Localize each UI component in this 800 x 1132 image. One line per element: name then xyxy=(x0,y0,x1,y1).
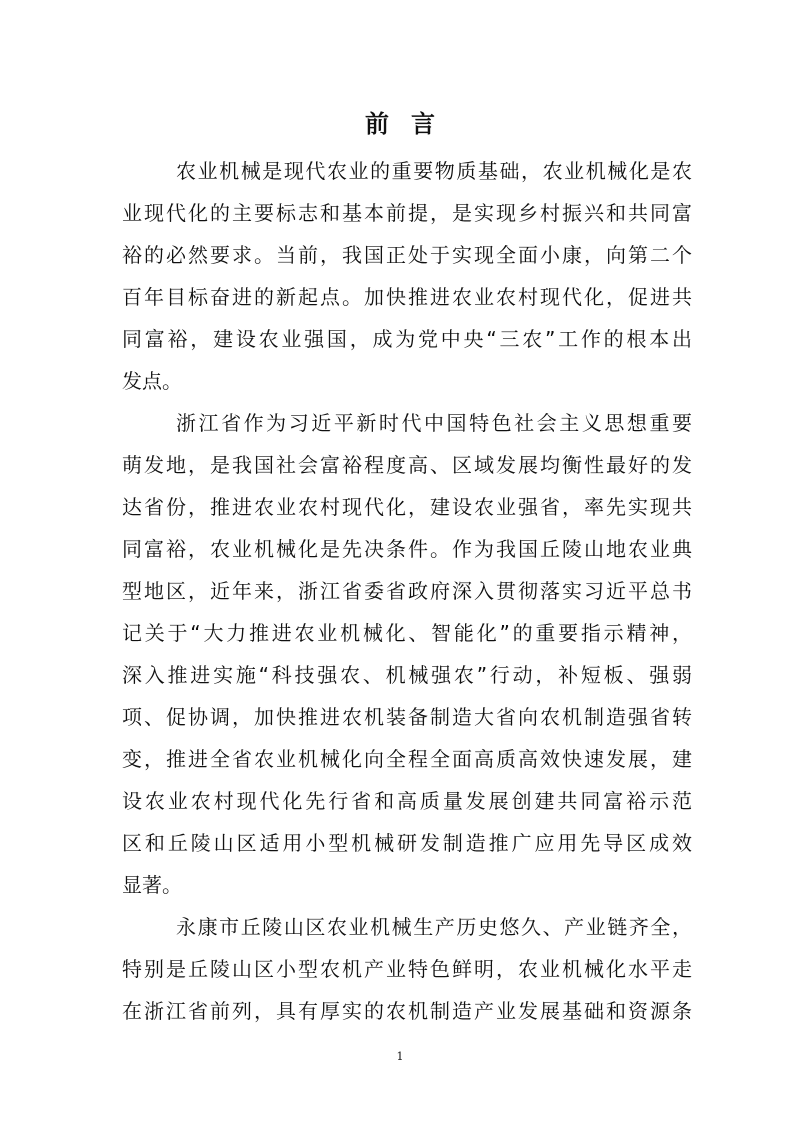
text-line: 浙江省作为习近平新时代中国特色社会主义思想重要 xyxy=(176,411,692,435)
page-title: 前言 xyxy=(365,110,457,138)
text-line: 变，推进全省农业机械化向全程全面高质高效快速发展，建 xyxy=(122,747,692,771)
text-line: 业现代化的主要标志和基本前提，是实现乡村振兴和共同富 xyxy=(122,201,692,225)
text-line: 区和丘陵山区适用小型机械研发制造推广应用先导区成效 xyxy=(122,831,692,855)
text-line: 裕的必然要求。当前，我国正处于实现全面小康，向第二个 xyxy=(122,243,692,267)
text-line: 农业机械是现代农业的重要物质基础，农业机械化是农 xyxy=(176,159,692,183)
document-body xyxy=(122,158,692,1040)
text-line: 显著。 xyxy=(122,873,182,897)
text-line: 设农业农村现代化先行省和高质量发展创建共同富裕示范 xyxy=(122,789,692,813)
text-line: 百年目标奋进的新起点。加快推进农业农村现代化，促进共 xyxy=(122,285,692,309)
text-line: 发点。 xyxy=(122,369,182,393)
text-line: 萌发地，是我国社会富裕程度高、区域发展均衡性最好的发 xyxy=(122,453,692,477)
paragraph xyxy=(122,914,692,1040)
page-number: 1 xyxy=(396,1050,404,1063)
text-line: 项、促协调，加快推进农机装备制造大省向农机制造强省转 xyxy=(122,705,692,729)
text-line: 达省份，推进农业农村现代化，建设农业强省，率先实现共 xyxy=(122,495,692,519)
text-line: 特别是丘陵山区小型农机产业特色鲜明，农业机械化水平走 xyxy=(122,957,692,981)
text-line: 同富裕，建设农业强国，成为党中央“三农”工作的根本出 xyxy=(122,327,692,351)
text-line: 深入推进实施“科技强农、机械强农”行动，补短板、强弱 xyxy=(122,663,692,687)
paragraph xyxy=(122,410,692,914)
text-line: 永康市丘陵山区农业机械生产历史悠久、产业链齐全， xyxy=(176,915,692,939)
text-line: 同富裕，农业机械化是先决条件。作为我国丘陵山地农业典 xyxy=(122,537,692,561)
text-line: 记关于“大力推进农业机械化、智能化”的重要指示精神， xyxy=(122,621,692,645)
paragraph xyxy=(122,158,692,410)
text-line: 型地区，近年来，浙江省委省政府深入贯彻落实习近平总书 xyxy=(122,579,692,603)
text-line: 在浙江省前列，具有厚实的农机制造产业发展基础和资源条 xyxy=(122,999,692,1023)
